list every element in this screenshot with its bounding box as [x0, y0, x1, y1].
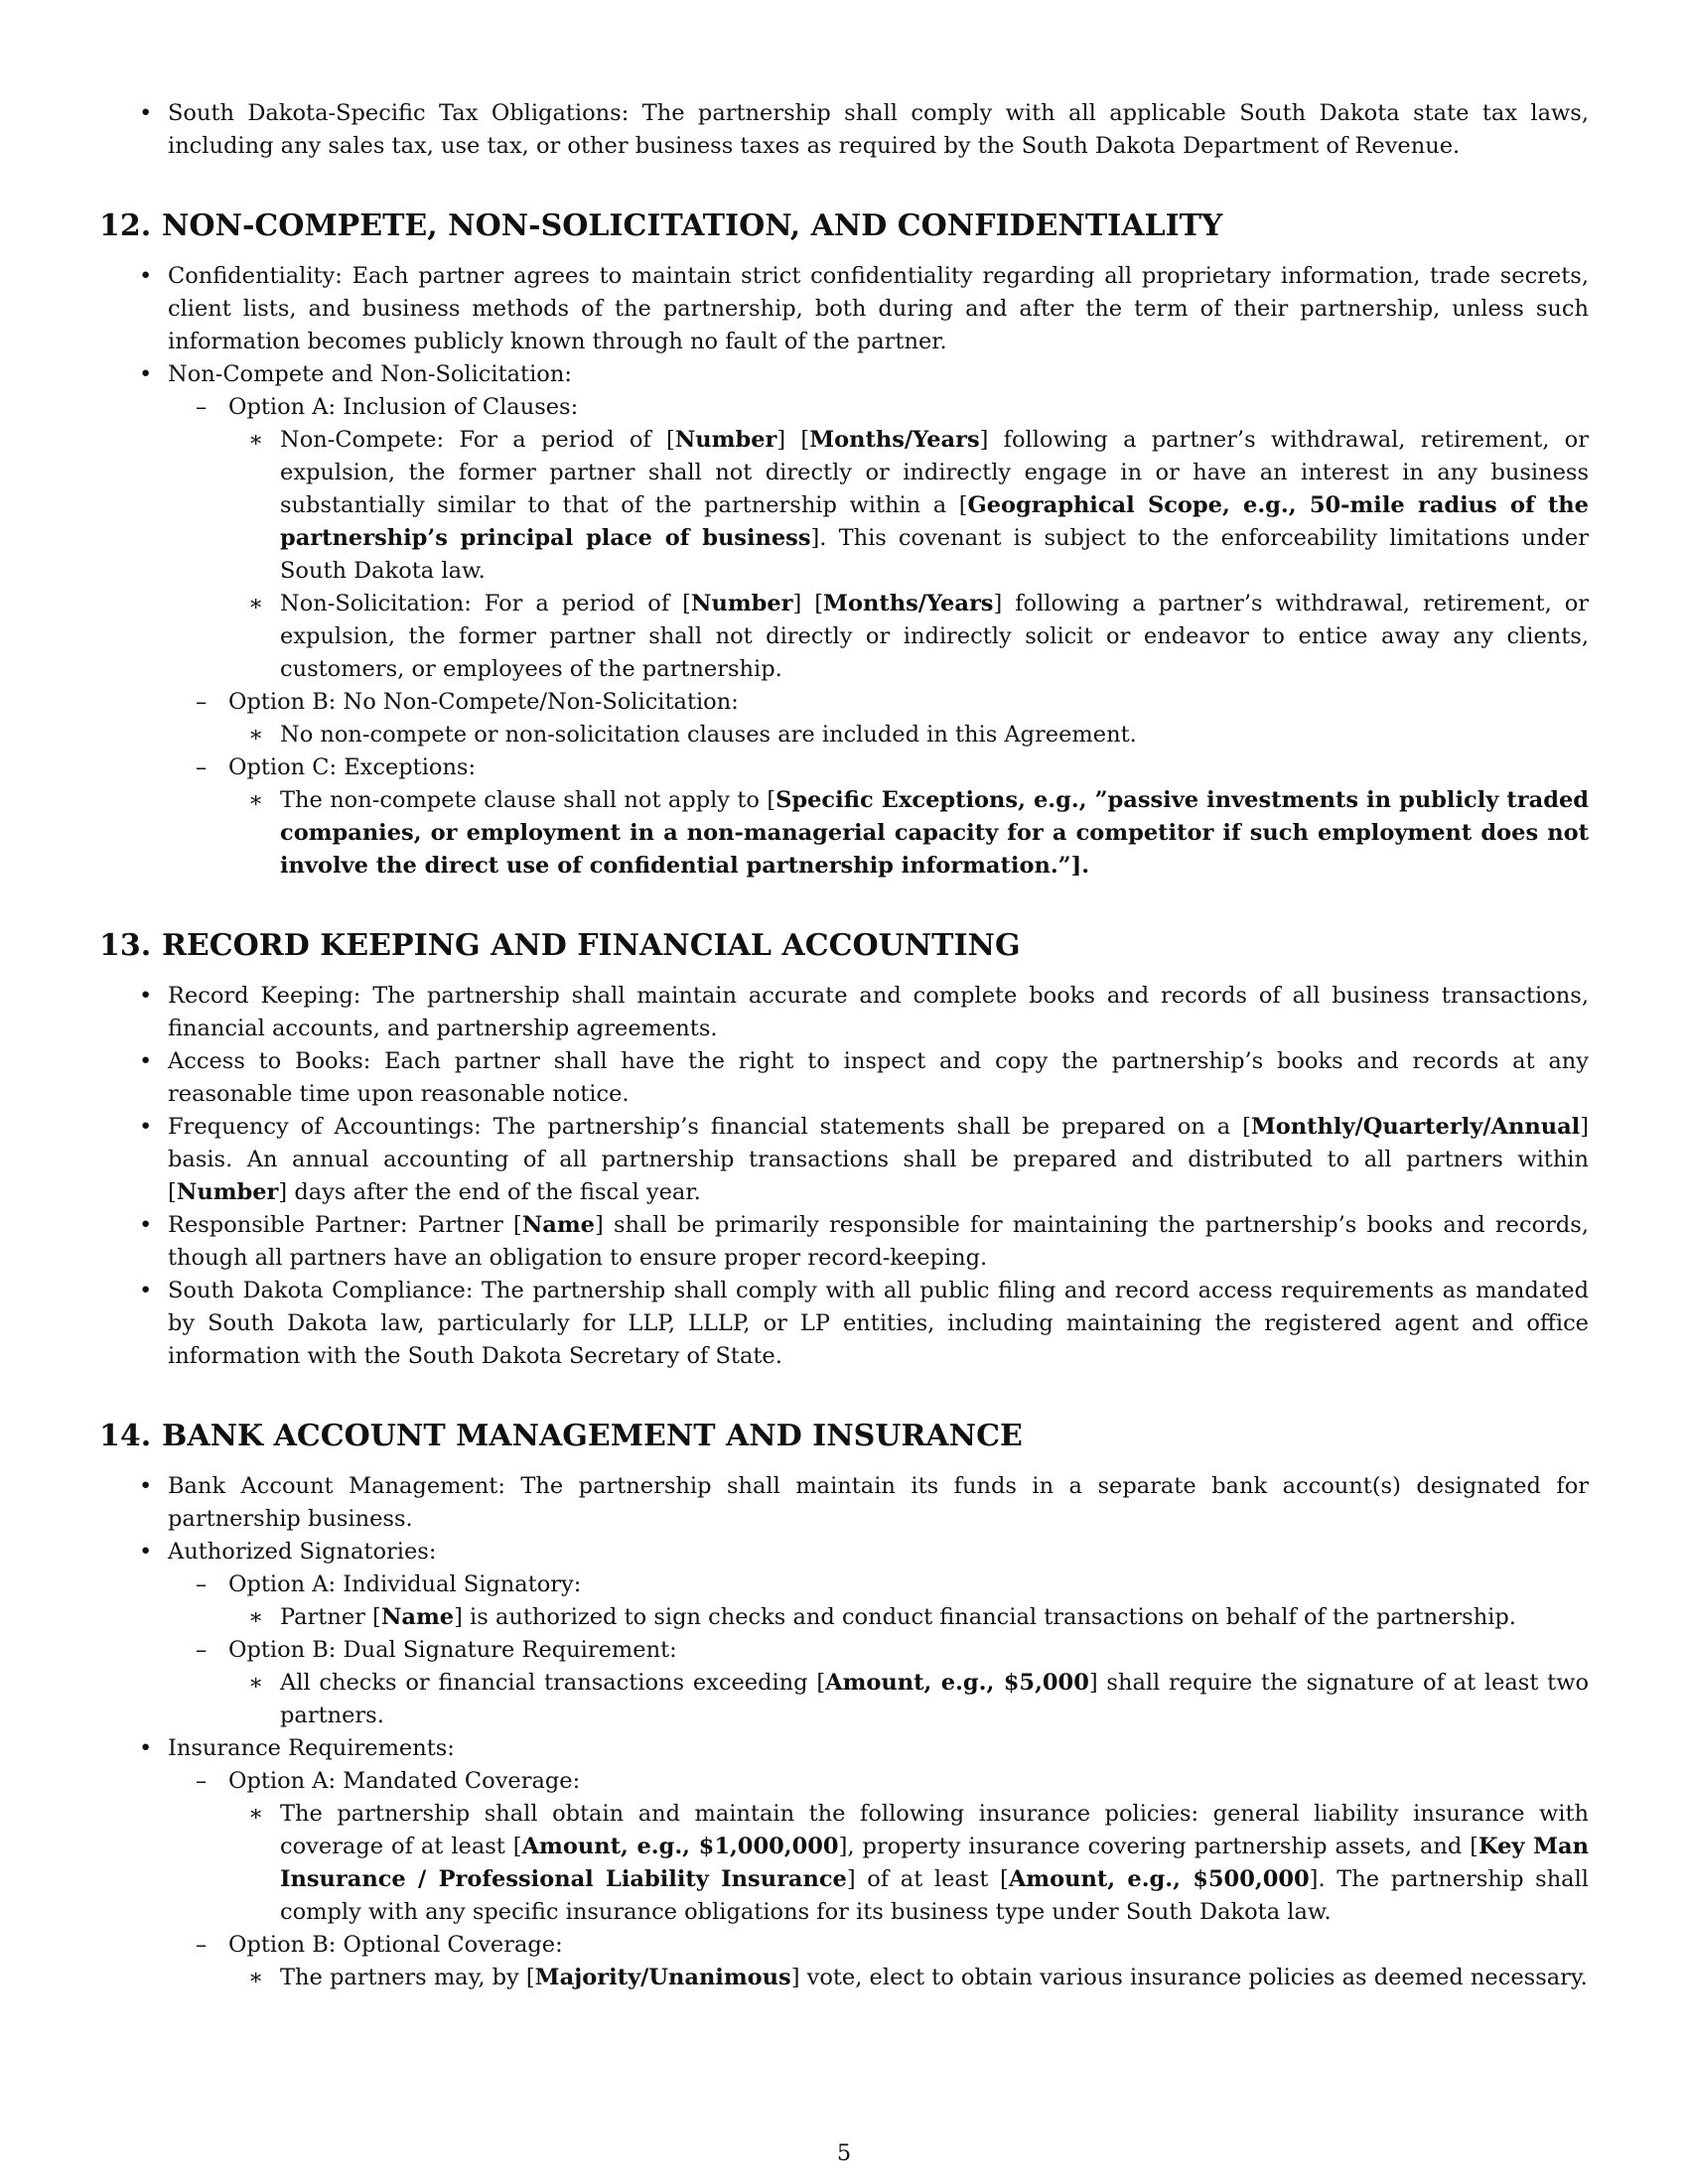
- bullet-marker: •: [139, 1212, 153, 1238]
- placeholder-field: Number: [674, 427, 777, 453]
- item-text: South Dakota Compliance: The partnership shall comply with all public filing and record access requirements as mandated by South Dakota law, particularly for LLP, LLLP, or LP entities, including maintaining the registered agent and office information with the South Dakota Secretary of State.: [168, 1278, 1589, 1369]
- clause-non-solicitation: [99, 588, 1589, 686]
- clause-text: Non-Compete: For a period of [Number] [Months/Years] following a partner’s withdrawal, retirement, or expulsion, the former partner shall not directly or indirectly engage in or have an interest in any business substantially similar to that of the partnership within a [Geographical Scope, e.g., 50-mile radius of the partnership’s principal place of business]. This covenant is subject to the enforceability limitations under South Dakota law.: [280, 427, 1590, 584]
- star-marker: ∗: [248, 1670, 264, 1696]
- dash-marker: –: [196, 1932, 208, 1958]
- clause-text: The partners may, by [Majority/Unanimous] vote, elect to obtain various insurance policies as deemed necessary.: [280, 1965, 1588, 1990]
- dash-marker: –: [196, 394, 208, 420]
- item-text: Access to Books: Each partner shall have the right to inspect and copy the partnership’s books and records at any reasonable time upon reasonable notice.: [168, 1048, 1589, 1107]
- star-marker: ∗: [248, 787, 264, 813]
- star-marker: ∗: [248, 1965, 264, 1990]
- list-item-access-to-books: [99, 1045, 1589, 1111]
- section-title: BANK ACCOUNT MANAGEMENT AND INSURANCE: [162, 1419, 1023, 1453]
- clause-text: The partnership shall obtain and maintain the following insurance policies: general liability insurance with coverage of at least [Amount, e.g., $1,000,000], property insurance covering partnership assets, and [Key Man Insurance / Professional Liability Insurance] of at least [Amount, e.g., $500,000]. The partnership shall comply with any specific insurance obligations for its business type under South Dakota law.: [280, 1801, 1589, 1925]
- bullet-marker: •: [139, 1539, 153, 1565]
- clause-exceptions: [99, 784, 1589, 883]
- document-body: [99, 97, 1589, 1994]
- item-text: Insurance Requirements:: [168, 1735, 455, 1761]
- sub-item-signatory-option-a: [99, 1569, 1589, 1601]
- list-item-noncompete-nonsolicitation: [99, 358, 1589, 391]
- list-item-bank-account: [99, 1470, 1589, 1536]
- list-item-insurance-requirements: [99, 1732, 1589, 1765]
- section-title: NON-COMPETE, NON-SOLICITATION, AND CONFIDENTIALITY: [162, 208, 1223, 243]
- dash-marker: –: [196, 1768, 208, 1794]
- item-text: Confidentiality: Each partner agrees to maintain strict confidentiality regarding all proprietary information, trade secrets, client lists, and business methods of the partnership, both during and after the term of their partnership, unless such information becomes publicly known through no fault of the partner.: [168, 263, 1589, 354]
- clause-text: No non-compete or non-solicitation clauses are included in this Agreement.: [280, 722, 1137, 748]
- bullet-marker: •: [139, 1735, 153, 1761]
- bullet-marker: •: [139, 1114, 153, 1140]
- placeholder-field: Amount, e.g., $1,000,000: [521, 1834, 839, 1859]
- clause-mandated-coverage: [99, 1798, 1589, 1929]
- clause-text: All checks or financial transactions exceeding [Amount, e.g., $5,000] shall require the signature of at least two partners.: [280, 1670, 1590, 1728]
- list-item-frequency-of-accountings: [99, 1111, 1589, 1209]
- section-number: 13.: [99, 928, 152, 963]
- item-text: Bank Account Management: The partnership shall maintain its funds in a separate bank account(s) designated for partnership business.: [168, 1473, 1589, 1532]
- item-text: Option C: Exceptions:: [228, 754, 477, 780]
- item-text: Authorized Signatories:: [168, 1539, 437, 1565]
- star-marker: ∗: [248, 427, 264, 453]
- page-number: 5: [836, 2140, 852, 2166]
- dash-marker: –: [196, 689, 208, 715]
- placeholder-field: Number: [690, 591, 793, 616]
- placeholder-field: Majority/Unanimous: [534, 1965, 791, 1990]
- section-number: 14.: [99, 1419, 152, 1453]
- placeholder-field: Amount, e.g., $5,000: [825, 1670, 1089, 1696]
- item-text: Option B: Optional Coverage:: [228, 1932, 563, 1958]
- bullet-marker: •: [139, 983, 153, 1009]
- dash-marker: –: [196, 1571, 208, 1597]
- bullet-marker: •: [139, 1278, 153, 1303]
- placeholder-field: Amount, e.g., $500,000: [1008, 1866, 1310, 1892]
- star-marker: ∗: [248, 722, 264, 748]
- sub-item-option-c: [99, 751, 1589, 784]
- item-text: Option B: No Non-Compete/Non-Solicitation:: [228, 689, 739, 715]
- sub-item-insurance-option-b: [99, 1929, 1589, 1962]
- section-number: 12.: [99, 208, 152, 243]
- clause-optional-coverage: [99, 1962, 1589, 1994]
- placeholder-field: Number: [176, 1179, 279, 1205]
- sub-item-signatory-option-b: [99, 1634, 1589, 1667]
- placeholder-field: Name: [521, 1212, 595, 1238]
- list-item-record-keeping: [99, 980, 1589, 1045]
- bullet-marker: •: [139, 361, 153, 387]
- item-text: Responsible Partner: Partner [Name] shall be primarily responsible for maintaining the partnership’s books and records, though all partners have an obligation to ensure proper record-keeping.: [168, 1212, 1589, 1271]
- sub-item-insurance-option-a: [99, 1765, 1589, 1798]
- bullet-marker: •: [139, 263, 153, 289]
- clause-non-compete: [99, 424, 1589, 588]
- item-text: Frequency of Accountings: The partnership’s financial statements shall be prepared on a [Monthly/Quarterly/Annual] basis. An annual accounting of all partnership transactions shall be prepared and distributed to all partners within [Number] days after the end of the fiscal year.: [168, 1114, 1589, 1205]
- list-item-authorized-signatories: [99, 1536, 1589, 1569]
- placeholder-field: Key Man Insurance / Professional Liability Insurance: [280, 1834, 1589, 1892]
- clause-no-noncompete: [99, 719, 1589, 751]
- section-heading-12: [99, 206, 1589, 246]
- star-marker: ∗: [248, 1801, 264, 1827]
- item-text: Option A: Mandated Coverage:: [228, 1768, 581, 1794]
- section-heading-14: [99, 1417, 1589, 1456]
- list-item-confidentiality: [99, 260, 1589, 358]
- clause-text: Non-Solicitation: For a period of [Number] [Months/Years] following a partner’s withdrawal, retirement, or expulsion, the former partner shall not directly or indirectly solicit or endeavor to entice away any clients, customers, or employees of the partnership.: [280, 591, 1589, 682]
- section-title: RECORD KEEPING AND FINANCIAL ACCOUNTING: [162, 928, 1021, 963]
- item-text: Option B: Dual Signature Requirement:: [228, 1637, 677, 1663]
- dash-marker: –: [196, 1637, 208, 1663]
- item-text: Non-Compete and Non-Solicitation:: [168, 361, 572, 387]
- section-heading-13: [99, 926, 1589, 966]
- item-text: Option A: Inclusion of Clauses:: [228, 394, 579, 420]
- item-text: Option A: Individual Signatory:: [228, 1571, 582, 1597]
- clause-dual-signature: [99, 1667, 1589, 1732]
- list-item-responsible-partner: [99, 1209, 1589, 1275]
- sub-item-option-b: [99, 686, 1589, 719]
- item-text: South Dakota-Specific Tax Obligations: The partnership shall comply with all applicable South Dakota state tax laws, including any sales tax, use tax, or other business taxes as required by the South Dakota Department of Revenue.: [168, 100, 1589, 159]
- clause-text: The non-compete clause shall not apply to [Specific Exceptions, e.g., ”passive investments in publicly traded companies, or employment in a non-managerial capacity for a competitor if such employment does not involve the direct use of confidential partnership information.”].: [280, 787, 1589, 879]
- placeholder-field: Specific Exceptions, e.g., ”passive investments in publicly traded companies, or employment in a non-managerial capacity for a competitor if such employment does not involve the direct use of confidential partnership information.”: [280, 787, 1589, 879]
- star-marker: ∗: [248, 1604, 264, 1630]
- star-marker: ∗: [248, 591, 264, 616]
- clause-individual-signatory: [99, 1601, 1589, 1634]
- bullet-marker: •: [139, 1473, 153, 1499]
- placeholder-field: Name: [380, 1604, 455, 1630]
- sub-item-option-a: [99, 391, 1589, 424]
- list-item-sd-tax: [99, 97, 1589, 163]
- clause-text: Partner [Name] is authorized to sign checks and conduct financial transactions on behalf of the partnership.: [280, 1604, 1516, 1630]
- placeholder-field: Geographical Scope, e.g., 50-mile radius of the partnership’s principal place of business: [280, 492, 1589, 551]
- placeholder-field: Months/Years: [823, 591, 994, 616]
- placeholder-field: Monthly/Quarterly/Annual: [1250, 1114, 1581, 1140]
- bullet-marker: •: [139, 100, 153, 126]
- dash-marker: –: [196, 754, 208, 780]
- item-text: Record Keeping: The partnership shall maintain accurate and complete books and records of all business transactions, financial accounts, and partnership agreements.: [168, 983, 1589, 1041]
- bullet-marker: •: [139, 1048, 153, 1074]
- list-item-sd-compliance: [99, 1275, 1589, 1373]
- placeholder-field: Months/Years: [809, 427, 980, 453]
